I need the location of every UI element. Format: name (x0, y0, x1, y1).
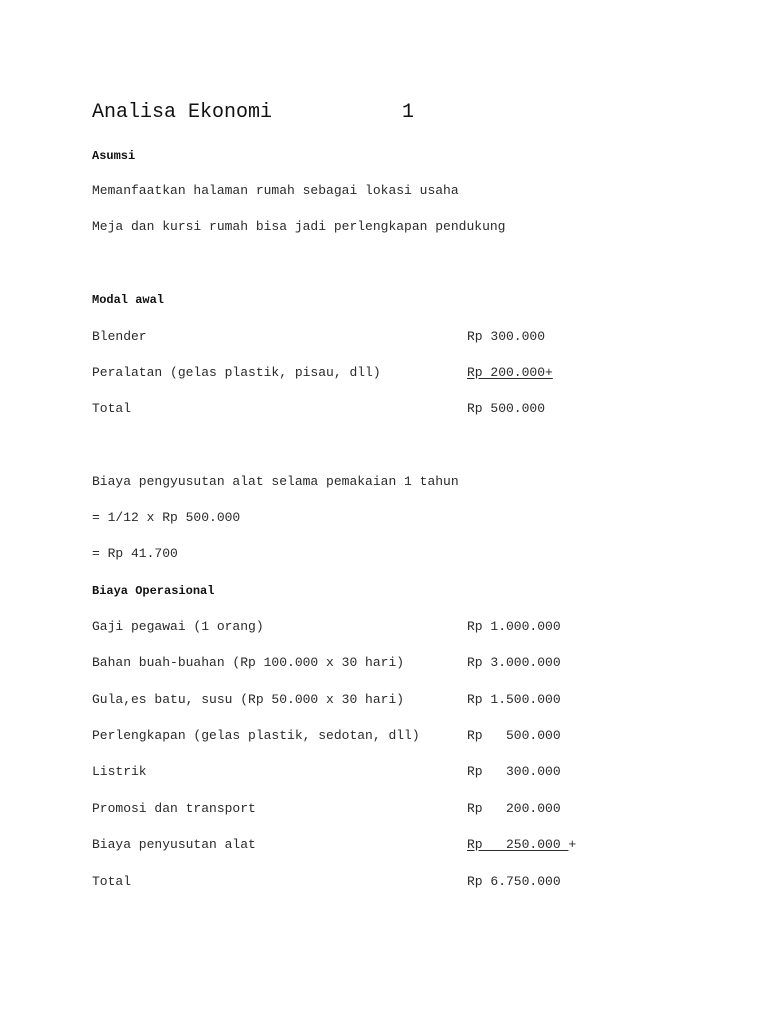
penyusutan-line: = 1/12 x Rp 500.000 (92, 510, 241, 525)
operasional-row-amount (467, 837, 576, 853)
operasional-row-label: Bahan buah-buahan (Rp 100.000 x 30 hari) (92, 655, 405, 670)
page-number: 1 (402, 101, 415, 124)
operasional-row-label: Promosi dan transport (92, 801, 256, 816)
operasional-row-amount: Rp 500.000 (467, 728, 561, 743)
modal-row-amount: Rp 300.000 (467, 329, 546, 344)
operasional-row-amount: Rp 1.000.000 (467, 619, 561, 634)
operasional-total-amount: Rp 6.750.000 (467, 874, 561, 889)
sum-plus-sign: + (568, 837, 577, 852)
operasional-row-label: Gaji pegawai (1 orang) (92, 619, 264, 634)
modal-total-label: Total (92, 401, 132, 416)
modal-awal-heading: Modal awal (92, 293, 165, 307)
modal-row-label: Blender (92, 329, 147, 344)
penyusutan-line: = Rp 41.700 (92, 546, 178, 561)
operasional-row-label: Perlengkapan (gelas plastik, sedotan, dll) (92, 728, 420, 743)
operasional-total-label: Total (92, 874, 132, 889)
modal-row-label: Peralatan (gelas plastik, pisau, dll) (92, 365, 381, 380)
operasional-heading: Biaya Operasional (92, 584, 215, 598)
modal-row-amount: Rp 200.000+ (467, 365, 553, 380)
operasional-row-amount: Rp 1.500.000 (467, 692, 561, 707)
operasional-row-amount: Rp 200.000 (467, 801, 561, 816)
asumsi-heading: Asumsi (92, 149, 136, 163)
operasional-amount-value: Rp 250.000 (467, 837, 569, 852)
asumsi-item: Memanfaatkan halaman rumah sebagai lokasi usaha (92, 183, 459, 198)
operasional-row-label: Gula,es batu, susu (Rp 50.000 x 30 hari) (92, 692, 405, 707)
penyusutan-line: Biaya pengyusutan alat selama pemakaian 1 tahun (92, 474, 459, 489)
operasional-row-label: Biaya penyusutan alat (92, 837, 256, 852)
operasional-row-amount: Rp 3.000.000 (467, 655, 561, 670)
document-title: Analisa Ekonomi (92, 101, 273, 124)
operasional-row-label: Listrik (92, 764, 147, 779)
asumsi-item: Meja dan kursi rumah bisa jadi perlengkapan pendukung (92, 219, 506, 234)
operasional-row-amount: Rp 300.000 (467, 764, 561, 779)
modal-total-amount: Rp 500.000 (467, 401, 546, 416)
